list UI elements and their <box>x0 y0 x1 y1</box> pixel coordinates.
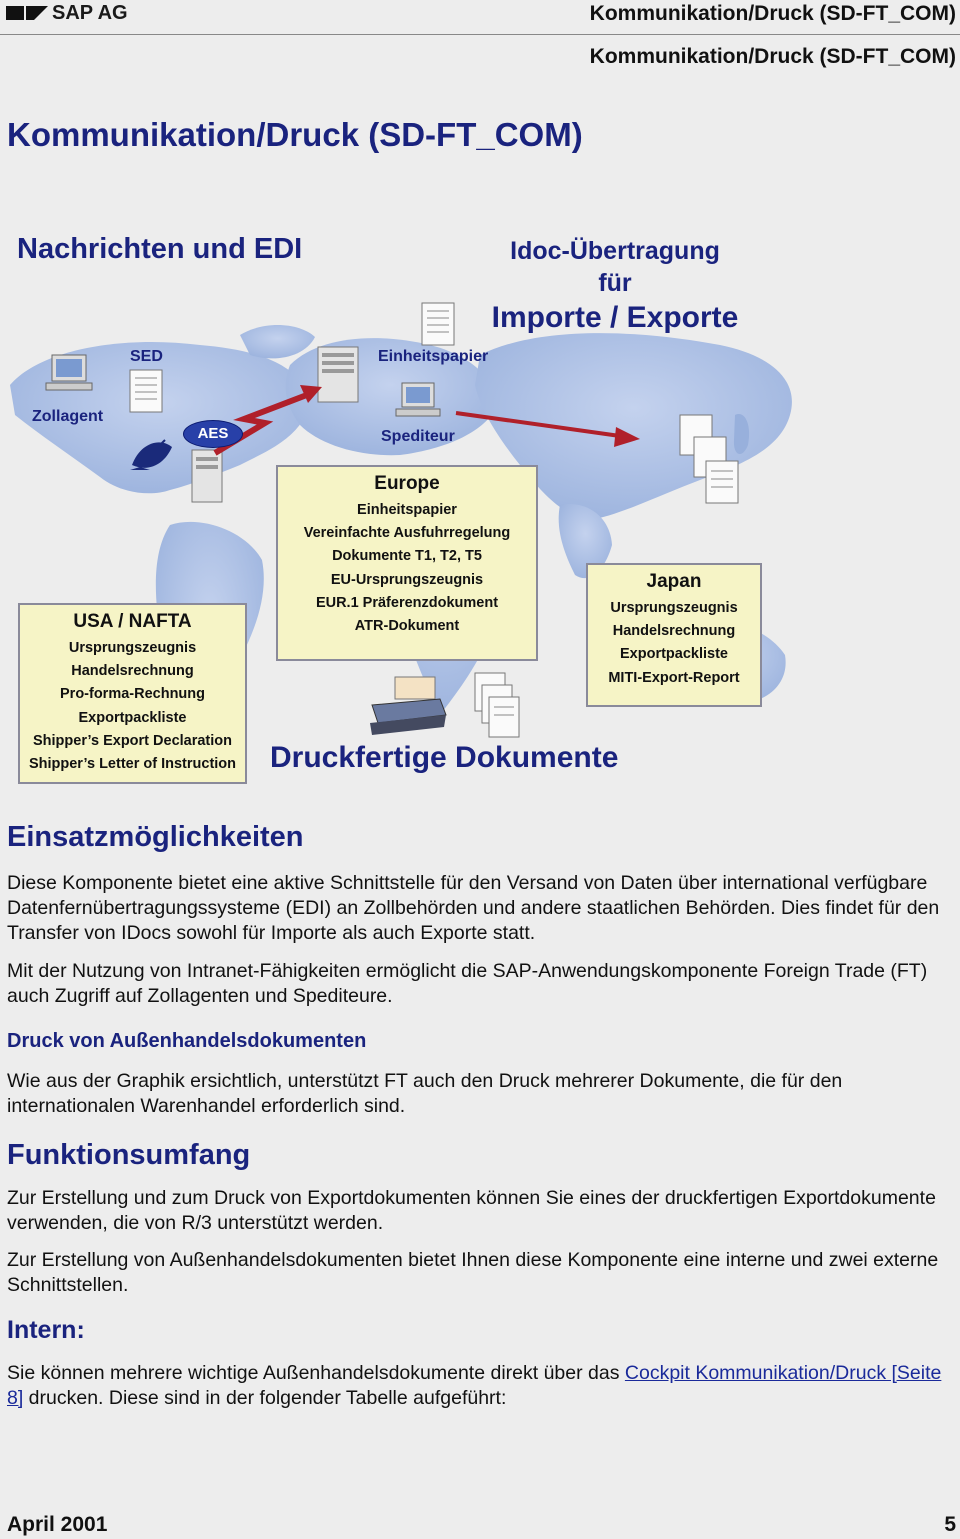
edi-figure <box>0 215 960 795</box>
paragraph-intern <box>7 1361 953 1411</box>
usa-item: Handelsrechnung <box>71 663 194 680</box>
heading-einsatz: Einsatzmöglichkeiten <box>7 821 304 853</box>
server-icon <box>318 347 358 402</box>
usa-item: Pro-forma-Rechnung <box>60 686 205 703</box>
page-number: 5 <box>944 1513 956 1536</box>
japan-title: Japan <box>646 571 702 592</box>
europe-item: EUR.1 Präferenzdokument <box>315 594 499 611</box>
usa-item: Shipper’s Export Declaration <box>32 732 233 749</box>
figure-heading-edi: Nachrichten und EDI <box>17 233 303 265</box>
header-divider <box>0 34 960 35</box>
paragraph-funktion-1: Zur Erstellung und zum Druck von Exportdokumenten können Sie eines der druckfertigen Exportdokumente verwenden, die von R/3 unterstützt werden. <box>7 1187 936 1234</box>
server-icon <box>192 450 222 502</box>
header-title-repeat: Kommunikation/Druck (SD-FT_COM) <box>589 45 956 68</box>
header-title: Kommunikation/Druck (SD-FT_COM) <box>589 2 956 25</box>
figure-heading-idoc <box>480 235 750 337</box>
japan-box <box>586 563 762 707</box>
aes-badge: AES <box>183 420 243 448</box>
company-name: SAP AG <box>52 2 128 24</box>
idoc-line-1: Idoc-Übertragung <box>510 237 720 265</box>
paragraph-druck: Wie aus der Graphik ersichtlich, unterstützt FT auch den Druck mehrerer Dokumente, die für den internationalen Warenhandel erforderlich sind. <box>7 1070 843 1117</box>
cockpit-link[interactable]: Cockpit Kommunikation/Druck [Seite 8] <box>7 1362 942 1409</box>
footer-date: April 2001 <box>7 1513 108 1536</box>
intern-text-after: drucken. Diese sind in der folgender Tabelle aufgeführt: <box>23 1387 507 1409</box>
japan-item: MITI-Export-Report <box>608 669 740 686</box>
printer-icon <box>370 677 446 735</box>
paragraph-einsatz-2: Mit der Nutzung von Intranet-Fähigkeiten ermöglicht die SAP-Anwendungskomponente Foreign Trade (FT) auch Zugriff auf Zollagenten und Spediteure. <box>7 960 928 1007</box>
page-title: Kommunikation/Druck (SD-FT_COM) <box>7 116 583 153</box>
europe-box <box>276 465 538 661</box>
usa-item: Ursprungszeugnis <box>68 640 197 656</box>
document-icon <box>130 370 162 412</box>
europe-item: Dokumente T1, T2, T5 <box>332 548 482 565</box>
europe-item: Vereinfachte Ausfuhrregelung <box>303 525 511 542</box>
document-stack-icon <box>475 673 519 737</box>
usa-item: Exportpackliste <box>78 709 187 726</box>
label-sed: SED <box>130 348 163 365</box>
idoc-line-3: Importe / Exporte <box>491 301 739 334</box>
europe-item: Einheitspapier <box>357 502 457 518</box>
document-icon <box>422 303 454 345</box>
europe-item: EU-Ursprungszeugnis <box>330 571 484 588</box>
japan-item: Handelsrechnung <box>612 623 736 640</box>
computer-icon <box>396 383 440 416</box>
usa-nafta-box <box>18 603 247 784</box>
computer-icon <box>46 355 92 390</box>
sap-logo-icon <box>6 4 48 22</box>
label-spediteur: Spediteur <box>381 428 455 445</box>
intern-text-before: Sie können mehrere wichtige Außenhandelsdokumente direkt über das <box>7 1362 625 1384</box>
paragraph-einsatz-1: Diese Komponente bietet eine aktive Schnittstelle für den Versand von Daten über international verfügbare Datenfernübertragungssysteme (EDI) an Zollbehörden und andere staatlichen Behörden. Dies findet für den Transfer von IDocs sowohl für Importe als auch Exporte statt. <box>7 872 940 944</box>
idoc-line-2: für <box>598 269 632 297</box>
heading-intern: Intern: <box>7 1316 85 1344</box>
japan-item: Exportpackliste <box>620 646 728 663</box>
figure-label-druckfertig: Druckfertige Dokumente <box>270 741 619 774</box>
europe-title: Europe <box>374 473 440 494</box>
label-zollagent: Zollagent <box>32 408 104 425</box>
paragraph-funktion-2: Zur Erstellung von Außenhandelsdokumenten bietet Ihnen diese Komponente eine interne und zwei externe Schnittstellen. <box>7 1249 939 1296</box>
usa-title: USA / NAFTA <box>73 611 192 632</box>
japan-item: Ursprungszeugnis <box>610 600 738 616</box>
europe-item: ATR-Dokument <box>354 618 460 635</box>
heading-druck: Druck von Außenhandelsdokumenten <box>7 1030 367 1052</box>
heading-funktion: Funktionsumfang <box>7 1139 251 1171</box>
usa-item: Shipper’s Letter of Instruction <box>28 756 237 773</box>
company-logo <box>6 2 128 25</box>
label-einheitspapier: Einheitspapier <box>378 348 489 365</box>
